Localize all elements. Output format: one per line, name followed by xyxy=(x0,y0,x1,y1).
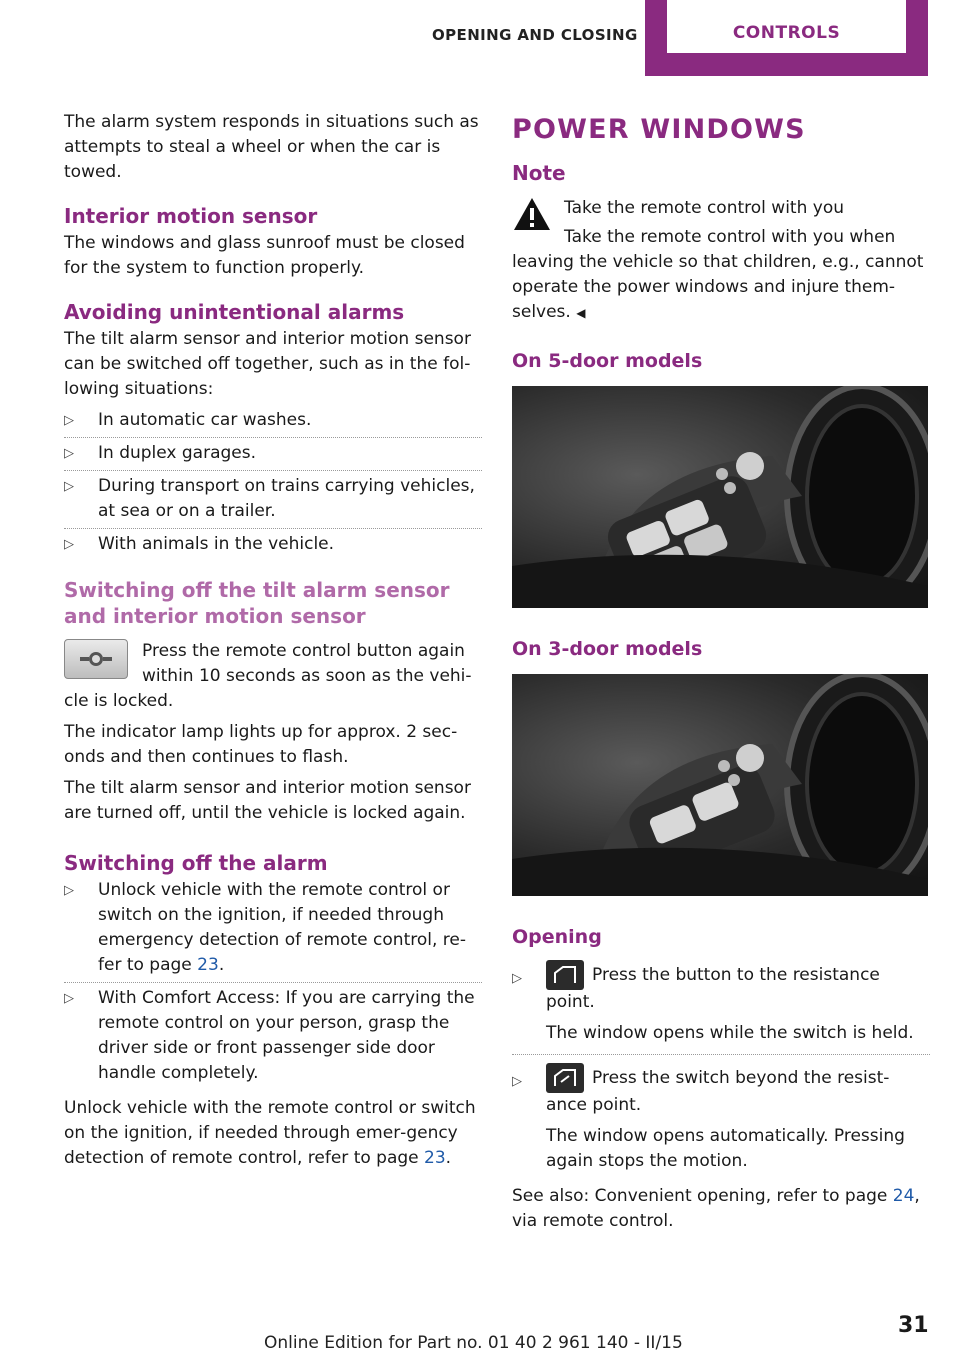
open-item2-detail: The window opens automatically. Pressing again stops the motion. xyxy=(546,1126,905,1171)
running-header-section: OPENING AND CLOSING xyxy=(432,26,638,44)
avoiding-alarms-list xyxy=(64,408,482,561)
avoiding-alarms-heading: Avoiding unintentional alarms xyxy=(64,300,405,324)
remote-button-paragraph xyxy=(64,639,482,714)
page-link[interactable]: 23 xyxy=(197,955,219,975)
triangle-bullet-icon: ▷ xyxy=(64,479,74,494)
list-item: ▷ Press the switch beyond the resist‐ance point. The window opens automatically. Pressing again stops the motion. xyxy=(512,1063,930,1178)
triangle-bullet-icon: ▷ xyxy=(512,1074,522,1089)
five-door-window-switch-image xyxy=(512,386,928,608)
list-item: ▷ Press the button to the resistance point. The window opens while the switch is held. xyxy=(512,960,930,1055)
unlock-outro-text: Unlock vehicle with the remote control or switch on the ignition, if needed through emer‐gency detection of remote control, refer to page 23. xyxy=(64,1098,476,1168)
window-switch-auto-icon xyxy=(546,1063,584,1093)
three-door-window-switch-image xyxy=(512,674,928,896)
switching-tilt-sensor-heading: Switching off the tilt alarm sensor and interior motion sensor xyxy=(64,578,450,628)
list-item: ▷ In automatic car washes. xyxy=(64,408,482,438)
window-switch-icon xyxy=(546,960,584,990)
list-item: ▷ With Comfort Access: If you are carrying the remote control on your person, grasp the driver side or front passenger side door handle completely. xyxy=(64,988,475,1083)
end-mark-icon: ◀ xyxy=(576,306,586,320)
sensors-turned-off-text: The tilt alarm sensor and interior motion sensor are turned off, until the vehicle is locked again. xyxy=(64,778,471,823)
switching-off-alarm-list xyxy=(64,878,482,1090)
triangle-bullet-icon: ▷ xyxy=(512,971,522,986)
warning-title: Take the remote control with you xyxy=(564,198,844,218)
page-link[interactable]: 23 xyxy=(424,1148,446,1168)
list-item: ▷ In duplex garages. xyxy=(64,441,482,471)
avoiding-alarms-text: The tilt alarm sensor and interior motion sensor can be switched off together, such as in the fol‐lowing situations: xyxy=(64,329,471,399)
indicator-lamp-text: The indicator lamp lights up for approx. 2 sec‐onds and then continues to flash. xyxy=(64,722,458,767)
opening-heading: Opening xyxy=(512,926,602,948)
triangle-bullet-icon: ▷ xyxy=(64,991,74,1006)
power-windows-title: POWER WINDOWS xyxy=(512,114,806,145)
chapter-tab-label: CONTROLS xyxy=(667,0,906,53)
five-door-heading: On 5-door models xyxy=(512,350,703,372)
remote-lock-button-icon xyxy=(64,639,128,679)
alarm-intro-paragraph: The alarm system responds in situations such as attempts to steal a wheel or when the car is towed. xyxy=(64,112,479,182)
opening-list xyxy=(512,960,930,1178)
chapter-tab xyxy=(645,0,928,76)
right-column xyxy=(512,112,930,1240)
page-link[interactable]: 24 xyxy=(892,1186,915,1206)
warning-block xyxy=(512,196,930,326)
edition-footer: Online Edition for Part no. 01 40 2 961 140 - II/15 xyxy=(264,1333,683,1353)
interior-motion-sensor-heading: Interior motion sensor xyxy=(64,204,318,228)
switching-tilt-sensor-text: Press the remote control button again within 10 seconds as soon as the vehi‐cle is locked. xyxy=(64,641,472,711)
left-column xyxy=(64,110,482,1177)
note-heading: Note xyxy=(512,161,566,185)
list-item: ▷ Unlock vehicle with the remote control or switch on the ignition, if needed through emergency detection of remote control, re‐fer to page 23. xyxy=(64,878,482,983)
triangle-bullet-icon: ▷ xyxy=(64,537,74,552)
see-also-text: See also: Convenient opening, refer to page 24, via remote control. xyxy=(512,1186,920,1231)
list-item: ▷ With animals in the vehicle. xyxy=(64,532,482,561)
list-item: ▷ During transport on trains carrying vehicles, at sea or on a trailer. xyxy=(64,474,482,529)
switching-off-alarm-heading: Switching off the alarm xyxy=(64,851,328,875)
page-number: 31 xyxy=(898,1313,929,1338)
warning-triangle-icon xyxy=(512,196,552,236)
triangle-bullet-icon: ▷ xyxy=(64,446,74,461)
triangle-bullet-icon: ▷ xyxy=(64,413,74,428)
warning-text: Take the remote control with you when leaving the vehicle so that children, e.g., cannot operate the power windows and injure them‐selves. ◀ xyxy=(512,227,924,322)
triangle-bullet-icon: ▷ xyxy=(64,883,74,898)
open-item1-detail: The window opens while the switch is held. xyxy=(546,1023,914,1043)
three-door-heading: On 3-door models xyxy=(512,638,703,660)
interior-motion-sensor-text: The windows and glass sunroof must be closed for the system to function properly. xyxy=(64,233,465,278)
